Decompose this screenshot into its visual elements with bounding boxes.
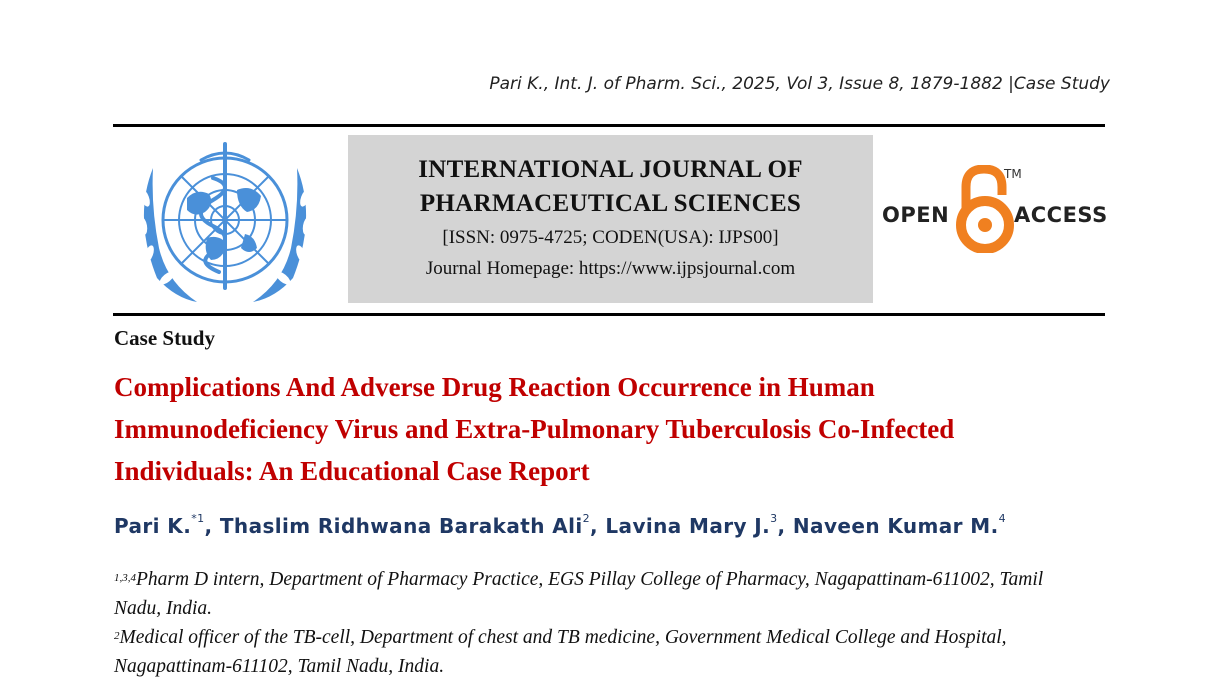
top-rule xyxy=(113,124,1105,127)
author-name[interactable]: Naveen Kumar M. xyxy=(792,514,999,538)
open-access-access-text: ACCESS xyxy=(1014,203,1108,227)
article-title: Complications And Adverse Drug Reaction Occurrence in Human Immunodeficiency Virus and Extra-Pulmonary Tuberculosis Co-Infected Individuals: An Educational Case Report xyxy=(114,372,955,486)
affiliation-text: Pharm D intern, Department of Pharmacy Practice, EGS Pillay College of Pharmacy, Nagapattinam-611002, Tamil Nadu, India. xyxy=(114,569,1044,619)
affiliation-item xyxy=(114,623,1074,681)
affiliation-mark: 1,3,4 xyxy=(114,572,136,584)
affiliations xyxy=(114,565,1074,681)
author-list xyxy=(114,514,1006,538)
trademark-text: TM xyxy=(1004,167,1022,181)
author-separator: , xyxy=(590,514,606,538)
bottom-rule xyxy=(113,313,1105,316)
author-affiliation-mark: *1 xyxy=(191,512,205,525)
affiliation-text: Medical officer of the TB-cell, Department of chest and TB medicine, Government Medical College and Hospital, Nagapattinam-611102, Tamil Nadu, India. xyxy=(114,627,1007,677)
open-access-logo xyxy=(880,163,1110,255)
journal-homepage[interactable]: Journal Homepage: https://www.ijpsjournal.com xyxy=(425,258,796,279)
author-name[interactable]: Lavina Mary J. xyxy=(605,514,771,538)
affiliation-item xyxy=(114,565,1074,623)
open-access-open-text: OPEN xyxy=(882,203,950,227)
author-name[interactable]: Thaslim Ridhwana Barakath Ali xyxy=(219,514,583,538)
author-name[interactable]: Pari K. xyxy=(114,514,192,538)
author-affiliation-mark: 3 xyxy=(770,512,778,525)
author-separator: , xyxy=(204,514,220,538)
author-affiliation-mark: 2 xyxy=(582,512,591,525)
journal-issn: [ISSN: 0975-4725; CODEN(USA): IJPS00] xyxy=(442,227,779,248)
running-head: Pari K., Int. J. of Pharm. Sci., 2025, Vol 3, Issue 8, 1879-1882 |Case Study xyxy=(489,74,1110,94)
article-type: Case Study xyxy=(114,326,215,350)
author-affiliation-mark: 4 xyxy=(998,512,1006,525)
author-separator: , xyxy=(777,514,793,538)
journal-name: INTERNATIONAL JOURNAL OF PHARMACEUTICAL SCIENCES xyxy=(418,156,803,217)
journal-masthead xyxy=(348,135,873,303)
un-emblem-icon xyxy=(127,138,323,306)
affiliation-mark: 2 xyxy=(114,630,120,642)
